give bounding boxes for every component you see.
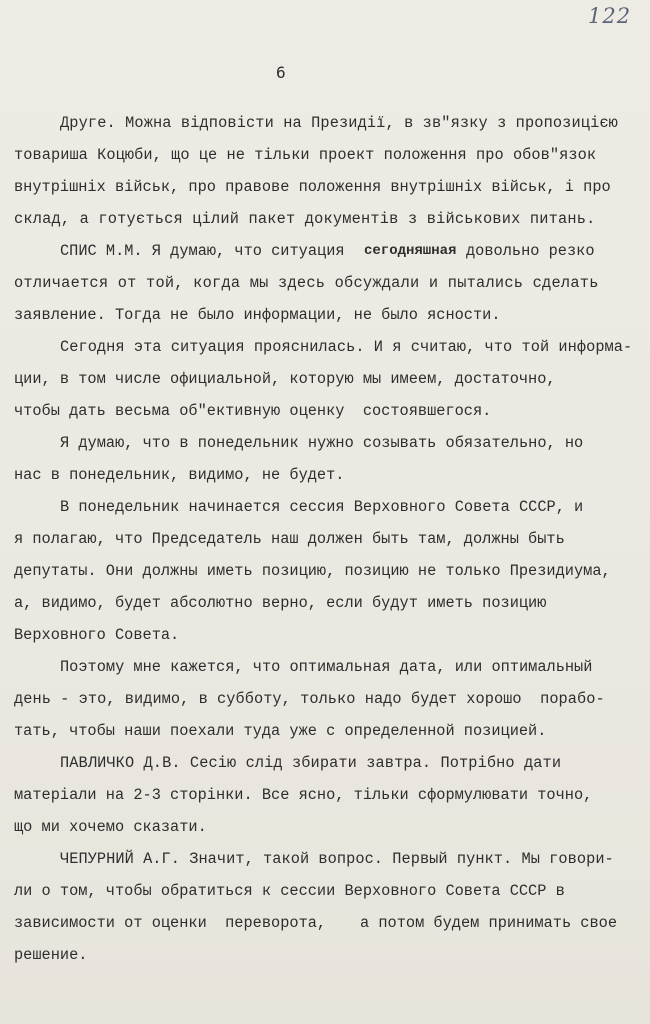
text-line: день - это, видимо, в субботу, только надо будет хорошо порабо- [14,690,605,708]
text-line: отличается от той, когда мы здесь обсуждали и пытались сделать [14,274,599,292]
text-line: довольно резко [466,242,595,260]
text-line: Поэтому мне кажется, что оптимальная дата, или оптимальный [60,658,593,676]
text-line: товариша Коцюби, що це не тільки проект положення про обов"язок [14,146,597,164]
text-line: заявление. Тогда не было информации, не было ясности. [14,306,501,324]
text-line: зависимости от оценки переворота, [14,914,327,932]
text-line: Друге. Можна відповісти на Президії, в зв"язку з пропозицією [60,114,618,132]
text-line: внутрішніх військ, про правове положення внутрішніх військ, і про [14,178,611,196]
text-line: ции, в том числе официальной, которую мы имеем, достаточно, [14,370,556,388]
text-line: ПАВЛИЧКО Д.В. Сесію слід збирати завтра. Потрібно дати [60,754,562,772]
text-line-bold: сегодняшная [364,243,457,259]
text-line: В понедельник начинается сессия Верховного Совета СССР, и [60,498,584,516]
text-line: решение. [14,946,88,964]
text-line: нас в понедельник, видимо, не будет. [14,466,345,484]
text-line: чтобы дать весьма об"ективную оценку состоявшегося. [14,402,492,420]
text-line: СПИС М.М. Я думаю, что ситуация [60,242,345,260]
text-line: Сегодня эта ситуация прояснилась. И я считаю, что той информа- [60,338,633,356]
text-line: депутаты. Они должны иметь позицию, позицию не только Президиума, [14,562,611,580]
page-number: 6 [276,63,286,82]
text-line: ЧЕПУРНИЙ А.Г. Значит, такой вопрос. Первый пункт. Мы говори- [60,850,614,868]
text-line: Верховного Совета. [14,626,180,644]
archive-page-number: 122 [588,4,632,28]
text-line: а, видимо, будет абсолютно верно, если будут иметь позицию [14,594,547,612]
text-line: ли о том, чтобы обратиться к сессии Верховного Совета СССР в [14,882,565,900]
text-line: тать, чтобы наши поехали туда уже с определенной позицией. [14,722,547,740]
text-line: а потом будем принимать свое [360,914,618,932]
text-line: Я думаю, что в понедельник нужно созывать обязательно, но [60,434,584,452]
text-line: склад, а готується цілий пакет документів з військових питань. [14,210,596,228]
text-line: я полагаю, что Председатель наш должен быть там, должны быть [14,530,565,548]
text-line: матеріали на 2-3 сторінки. Все ясно, тільки сформулювати точно, [14,786,593,804]
text-line: що ми хочемо сказати. [14,818,207,836]
